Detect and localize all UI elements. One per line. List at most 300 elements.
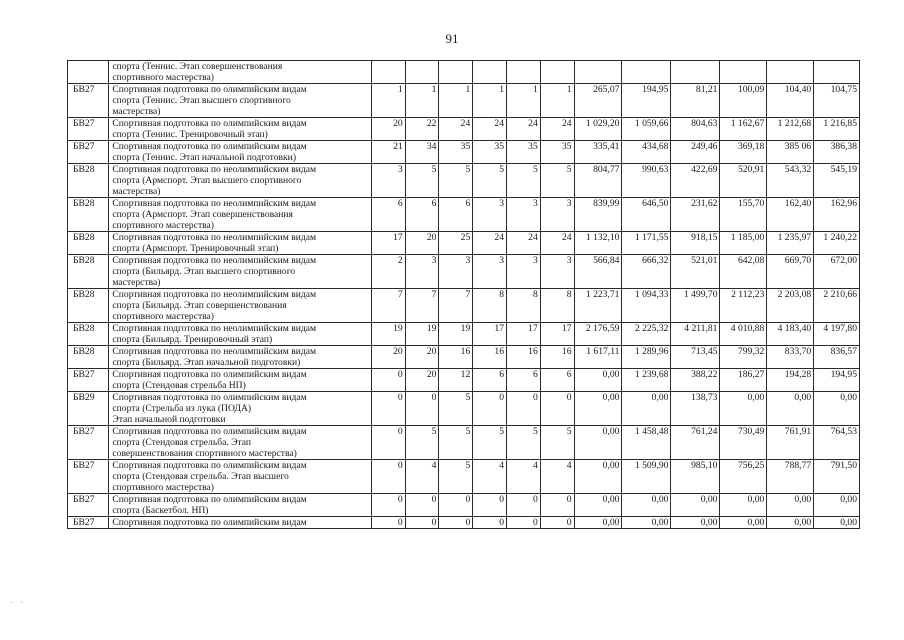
description-line: Спортивная подготовка по неолимпийским видам (112, 289, 317, 300)
count-cell: 35 (540, 141, 574, 164)
count-cell: 17 (507, 323, 541, 346)
description-line: спорта (Теннис. Этап начальной подготовки) (112, 152, 297, 163)
amount-cell: 1 212,68 (767, 118, 814, 141)
row-description-cell (109, 84, 372, 118)
count-cell: 0 (405, 517, 439, 529)
count-cell: 8 (540, 289, 574, 323)
amount-cell: 0,00 (574, 517, 622, 529)
amount-cell: 385 06 (767, 141, 814, 164)
description-line: спортивного мастерства) (112, 311, 215, 322)
description-line: Спортивная подготовка по неолимпийским видам (112, 323, 317, 334)
amount-cell: 804,63 (671, 118, 720, 141)
count-cell: 3 (540, 198, 574, 232)
table-row (68, 494, 860, 517)
description-line: Этап начальной подготовки (112, 414, 226, 425)
count-cell: 8 (507, 289, 541, 323)
amount-cell: 761,91 (767, 426, 814, 460)
count-cell: 0 (473, 494, 507, 517)
row-description-cell (109, 232, 372, 255)
row-description-cell (109, 346, 372, 369)
table-row (68, 232, 860, 255)
row-code-cell: БВ27 (68, 118, 109, 141)
description-line: Спортивная подготовка по олимпийским видам (112, 369, 307, 380)
row-code-cell (68, 61, 109, 84)
count-cell: 5 (473, 164, 507, 198)
amount-cell: 4 211,81 (671, 323, 720, 346)
amount-cell: 81,21 (671, 84, 720, 118)
count-cell: 5 (405, 426, 439, 460)
count-cell: 3 (540, 255, 574, 289)
description-line: спорта (Бильярд. Этап высшего спортивного (112, 266, 296, 277)
description-line: Спортивная подготовка по олимпийским видам (112, 84, 307, 95)
amount-cell (622, 61, 671, 84)
description-line: спорта (Теннис. Этап высшего спортивного (112, 95, 291, 106)
row-code-cell: БВ27 (68, 494, 109, 517)
description-line: Спортивная подготовка по неолимпийским видам (112, 164, 317, 175)
count-cell: 16 (507, 346, 541, 369)
row-description-cell (109, 198, 372, 232)
count-cell: 0 (473, 517, 507, 529)
count-cell: 21 (371, 141, 405, 164)
count-cell: 0 (507, 494, 541, 517)
count-cell: 24 (507, 232, 541, 255)
description-line: спортивного мастерства) (112, 72, 215, 83)
amount-cell: 1 458,48 (622, 426, 671, 460)
amount-cell: 1 235,97 (767, 232, 814, 255)
count-cell: 0 (540, 517, 574, 529)
amount-cell: 0,00 (767, 517, 814, 529)
description-line: спорта (Армспорт. Тренировочный этап) (112, 243, 279, 254)
amount-cell: 0,00 (720, 392, 767, 426)
count-cell: 1 (439, 84, 473, 118)
count-cell: 6 (473, 369, 507, 392)
amount-cell: 422,69 (671, 164, 720, 198)
row-code-cell: БВ27 (68, 460, 109, 494)
amount-cell: 1 094,33 (622, 289, 671, 323)
count-cell: 0 (371, 494, 405, 517)
count-cell: 4 (405, 460, 439, 494)
count-cell: 35 (439, 141, 473, 164)
table-row (68, 460, 860, 494)
amount-cell: 672,00 (814, 255, 860, 289)
count-cell: 16 (439, 346, 473, 369)
amount-cell: 761,24 (671, 426, 720, 460)
row-description-cell (109, 426, 372, 460)
row-description-cell (109, 392, 372, 426)
table-row (68, 323, 860, 346)
count-cell: 0 (371, 517, 405, 529)
count-cell: 3 (473, 198, 507, 232)
amount-cell: 194,95 (622, 84, 671, 118)
count-cell: 12 (439, 369, 473, 392)
count-cell: 7 (405, 289, 439, 323)
amount-cell: 369,18 (720, 141, 767, 164)
count-cell (371, 61, 405, 84)
amount-cell (671, 61, 720, 84)
amount-cell: 642,08 (720, 255, 767, 289)
count-cell: 3 (473, 255, 507, 289)
count-cell: 0 (405, 494, 439, 517)
amount-cell: 799,32 (720, 346, 767, 369)
row-code-cell: БВ28 (68, 289, 109, 323)
description-line: спорта (Стендовая стрельба. Этап (112, 437, 252, 448)
row-description-cell (109, 255, 372, 289)
count-cell: 5 (507, 164, 541, 198)
amount-cell: 0,00 (767, 494, 814, 517)
amount-cell: 713,45 (671, 346, 720, 369)
table-row (68, 61, 860, 84)
count-cell: 0 (540, 392, 574, 426)
amount-cell: 162,40 (767, 198, 814, 232)
amount-cell: 2 112,23 (720, 289, 767, 323)
amount-cell: 520,91 (720, 164, 767, 198)
table-row (68, 517, 860, 529)
description-line: Спортивная подготовка по олимпийским видам (112, 460, 307, 471)
count-cell: 25 (439, 232, 473, 255)
table-row (68, 141, 860, 164)
count-cell: 35 (473, 141, 507, 164)
amount-cell: 0,00 (574, 369, 622, 392)
table-row (68, 426, 860, 460)
amount-cell: 791,50 (814, 460, 860, 494)
count-cell: 0 (405, 392, 439, 426)
amount-cell: 1 132,10 (574, 232, 622, 255)
page-number: 91 (445, 31, 459, 46)
description-line: спортивного мастерства) (112, 220, 215, 231)
count-cell: 24 (540, 118, 574, 141)
amount-cell: 2 176,59 (574, 323, 622, 346)
description-line: Спортивная подготовка по олимпийским видам (112, 517, 307, 528)
count-cell: 20 (405, 346, 439, 369)
description-line: мастерства) (112, 277, 161, 288)
count-cell: 6 (439, 198, 473, 232)
count-cell: 35 (507, 141, 541, 164)
data-table (67, 60, 860, 529)
amount-cell: 2 210,66 (814, 289, 860, 323)
count-cell: 0 (507, 517, 541, 529)
description-line: Спортивная подготовка по олимпийским видам (112, 118, 307, 129)
count-cell: 17 (540, 323, 574, 346)
amount-cell: 0,00 (720, 517, 767, 529)
description-line: мастерства) (112, 106, 161, 117)
amount-cell: 1 059,66 (622, 118, 671, 141)
amount-cell: 756,25 (720, 460, 767, 494)
count-cell: 0 (439, 494, 473, 517)
amount-cell: 1 509,90 (622, 460, 671, 494)
count-cell: 6 (507, 369, 541, 392)
count-cell: 1 (405, 84, 439, 118)
amount-cell: 194,95 (814, 369, 860, 392)
count-cell: 19 (405, 323, 439, 346)
count-cell: 7 (371, 289, 405, 323)
description-line: спорта (Баскетбол. НП) (112, 505, 209, 516)
amount-cell: 249,46 (671, 141, 720, 164)
amount-cell: 839,99 (574, 198, 622, 232)
count-cell: 24 (507, 118, 541, 141)
count-cell: 24 (473, 118, 507, 141)
amount-cell: 1 171,55 (622, 232, 671, 255)
amount-cell: 0,00 (767, 392, 814, 426)
count-cell: 6 (540, 369, 574, 392)
scan-marks: · · (10, 598, 27, 607)
amount-cell: 104,40 (767, 84, 814, 118)
row-code-cell: БВ27 (68, 426, 109, 460)
amount-cell: 0,00 (671, 517, 720, 529)
description-line: Спортивная подготовка по неолимпийским видам (112, 232, 317, 243)
amount-cell: 918,15 (671, 232, 720, 255)
count-cell: 0 (439, 517, 473, 529)
count-cell: 5 (507, 426, 541, 460)
count-cell: 20 (405, 369, 439, 392)
amount-cell: 985,10 (671, 460, 720, 494)
description-line: Спортивная подготовка по неолимпийским видам (112, 198, 317, 209)
row-description-cell (109, 118, 372, 141)
count-cell: 6 (405, 198, 439, 232)
count-cell: 16 (473, 346, 507, 369)
row-code-cell: БВ27 (68, 369, 109, 392)
row-description-cell (109, 494, 372, 517)
count-cell: 5 (405, 164, 439, 198)
amount-cell: 1 223,71 (574, 289, 622, 323)
amount-cell: 388,22 (671, 369, 720, 392)
description-line: спорта (Бильярд. Этап совершенствования (112, 300, 287, 311)
count-cell: 0 (371, 460, 405, 494)
row-code-cell: БВ27 (68, 517, 109, 529)
amount-cell: 186,27 (720, 369, 767, 392)
count-cell: 20 (405, 232, 439, 255)
amount-cell: 1 617,11 (574, 346, 622, 369)
description-line: спорта (Теннис. Этап совершенствования (112, 61, 283, 72)
count-cell (507, 61, 541, 84)
count-cell: 5 (439, 460, 473, 494)
count-cell: 4 (540, 460, 574, 494)
row-code-cell: БВ27 (68, 84, 109, 118)
amount-cell: 0,00 (814, 392, 860, 426)
description-line: спорта (Стендовая стрельба. Этап высшего (112, 471, 289, 482)
count-cell: 0 (371, 369, 405, 392)
amount-cell: 0,00 (814, 494, 860, 517)
description-line: Спортивная подготовка по неолимпийским видам (112, 346, 317, 357)
row-code-cell: БВ28 (68, 323, 109, 346)
table-row (68, 369, 860, 392)
amount-cell: 162,96 (814, 198, 860, 232)
count-cell: 0 (540, 494, 574, 517)
count-cell: 0 (473, 392, 507, 426)
amount-cell: 0,00 (720, 494, 767, 517)
row-code-cell: БВ28 (68, 255, 109, 289)
amount-cell: 194,28 (767, 369, 814, 392)
table-row (68, 255, 860, 289)
row-description-cell (109, 323, 372, 346)
amount-cell: 335,41 (574, 141, 622, 164)
row-description-cell (109, 61, 372, 84)
amount-cell: 434,68 (622, 141, 671, 164)
count-cell: 5 (473, 426, 507, 460)
amount-cell: 1 499,70 (671, 289, 720, 323)
amount-cell: 804,77 (574, 164, 622, 198)
amount-cell: 1 289,96 (622, 346, 671, 369)
amount-cell: 4 183,40 (767, 323, 814, 346)
count-cell: 1 (371, 84, 405, 118)
amount-cell: 0,00 (622, 392, 671, 426)
amount-cell: 521,01 (671, 255, 720, 289)
count-cell (439, 61, 473, 84)
count-cell: 3 (405, 255, 439, 289)
table-row (68, 198, 860, 232)
description-line: спортивного мастерства) (112, 482, 215, 493)
count-cell: 24 (540, 232, 574, 255)
description-line: Спортивная подготовка по неолимпийским видам (112, 255, 317, 266)
row-code-cell: БВ28 (68, 232, 109, 255)
count-cell (540, 61, 574, 84)
count-cell: 16 (540, 346, 574, 369)
amount-cell: 2 225,32 (622, 323, 671, 346)
count-cell: 0 (371, 426, 405, 460)
amount-cell: 100,09 (720, 84, 767, 118)
table-row (68, 392, 860, 426)
count-cell (405, 61, 439, 84)
count-cell: 5 (439, 164, 473, 198)
amount-cell: 2 203,08 (767, 289, 814, 323)
amount-cell: 386,38 (814, 141, 860, 164)
description-line: спорта (Теннис. Тренировочный этап) (112, 129, 268, 140)
table-body (68, 61, 860, 529)
description-line: спорта (Стрельба из лука (ПОДА) (112, 403, 252, 414)
row-code-cell: БВ29 (68, 392, 109, 426)
table-row (68, 346, 860, 369)
description-line: спорта (Армспорт. Этап высшего спортивного (112, 175, 302, 186)
amount-cell: 666,32 (622, 255, 671, 289)
amount-cell: 545,19 (814, 164, 860, 198)
amount-cell: 788,77 (767, 460, 814, 494)
row-code-cell: БВ28 (68, 346, 109, 369)
amount-cell: 646,50 (622, 198, 671, 232)
description-line: мастерства) (112, 186, 161, 197)
description-line: совершенствования спортивного мастерства) (112, 448, 297, 459)
row-code-cell: БВ27 (68, 141, 109, 164)
count-cell: 5 (439, 426, 473, 460)
count-cell: 6 (371, 198, 405, 232)
count-cell: 4 (507, 460, 541, 494)
count-cell: 5 (439, 392, 473, 426)
table-row (68, 84, 860, 118)
count-cell: 1 (473, 84, 507, 118)
amount-cell: 231,62 (671, 198, 720, 232)
amount-cell: 104,75 (814, 84, 860, 118)
amount-cell: 1 239,68 (622, 369, 671, 392)
description-line: Спортивная подготовка по олимпийским видам (112, 494, 307, 505)
count-cell: 4 (473, 460, 507, 494)
amount-cell: 138,73 (671, 392, 720, 426)
amount-cell (814, 61, 860, 84)
amount-cell: 1 162,67 (720, 118, 767, 141)
count-cell: 1 (540, 84, 574, 118)
row-description-cell (109, 289, 372, 323)
count-cell: 22 (405, 118, 439, 141)
row-description-cell (109, 517, 372, 529)
amount-cell: 4 197,80 (814, 323, 860, 346)
amount-cell: 1 240,22 (814, 232, 860, 255)
amount-cell: 0,00 (574, 392, 622, 426)
count-cell: 5 (540, 426, 574, 460)
count-cell: 3 (507, 255, 541, 289)
amount-cell: 764,53 (814, 426, 860, 460)
count-cell: 7 (439, 289, 473, 323)
amount-cell: 566,84 (574, 255, 622, 289)
count-cell: 17 (473, 323, 507, 346)
count-cell: 20 (371, 118, 405, 141)
count-cell: 5 (540, 164, 574, 198)
count-cell: 3 (439, 255, 473, 289)
amount-cell: 833,70 (767, 346, 814, 369)
table-row (68, 118, 860, 141)
amount-cell: 1 185,00 (720, 232, 767, 255)
count-cell: 24 (439, 118, 473, 141)
amount-cell: 155,70 (720, 198, 767, 232)
row-description-cell (109, 460, 372, 494)
row-description-cell (109, 369, 372, 392)
count-cell: 17 (371, 232, 405, 255)
table-row (68, 289, 860, 323)
count-cell: 2 (371, 255, 405, 289)
description-line: Спортивная подготовка по олимпийским видам (112, 392, 307, 403)
row-description-cell (109, 164, 372, 198)
amount-cell: 1 216,85 (814, 118, 860, 141)
amount-cell (720, 61, 767, 84)
amount-cell: 0,00 (671, 494, 720, 517)
amount-cell: 0,00 (814, 517, 860, 529)
amount-cell (574, 61, 622, 84)
amount-cell (767, 61, 814, 84)
amount-cell: 990,63 (622, 164, 671, 198)
count-cell: 24 (473, 232, 507, 255)
amount-cell: 543,32 (767, 164, 814, 198)
description-line: спорта (Бильярд. Тренировочный этап) (112, 334, 273, 345)
amount-cell: 669,70 (767, 255, 814, 289)
count-cell: 0 (371, 392, 405, 426)
row-description-cell (109, 141, 372, 164)
amount-cell: 0,00 (622, 494, 671, 517)
count-cell: 34 (405, 141, 439, 164)
amount-cell: 0,00 (574, 494, 622, 517)
count-cell: 3 (371, 164, 405, 198)
description-line: Спортивная подготовка по олимпийским видам (112, 141, 307, 152)
row-code-cell: БВ28 (68, 164, 109, 198)
description-line: Спортивная подготовка по олимпийским видам (112, 426, 307, 437)
amount-cell: 836,57 (814, 346, 860, 369)
count-cell: 19 (439, 323, 473, 346)
amount-cell: 265,07 (574, 84, 622, 118)
amount-cell: 0,00 (574, 426, 622, 460)
amount-cell: 0,00 (574, 460, 622, 494)
count-cell: 19 (371, 323, 405, 346)
amount-cell: 0,00 (622, 517, 671, 529)
count-cell: 8 (473, 289, 507, 323)
count-cell: 20 (371, 346, 405, 369)
count-cell: 1 (507, 84, 541, 118)
description-line: спорта (Бильярд. Этап начальной подготовки) (112, 357, 301, 368)
description-line: спорта (Стендовая стрельба НП) (112, 380, 246, 391)
amount-cell: 730,49 (720, 426, 767, 460)
table-row (68, 164, 860, 198)
amount-cell: 4 010,88 (720, 323, 767, 346)
count-cell: 3 (507, 198, 541, 232)
count-cell: 0 (507, 392, 541, 426)
row-code-cell: БВ28 (68, 198, 109, 232)
count-cell (473, 61, 507, 84)
amount-cell: 1 029,20 (574, 118, 622, 141)
description-line: спорта (Армспорт. Этап совершенствования (112, 209, 293, 220)
